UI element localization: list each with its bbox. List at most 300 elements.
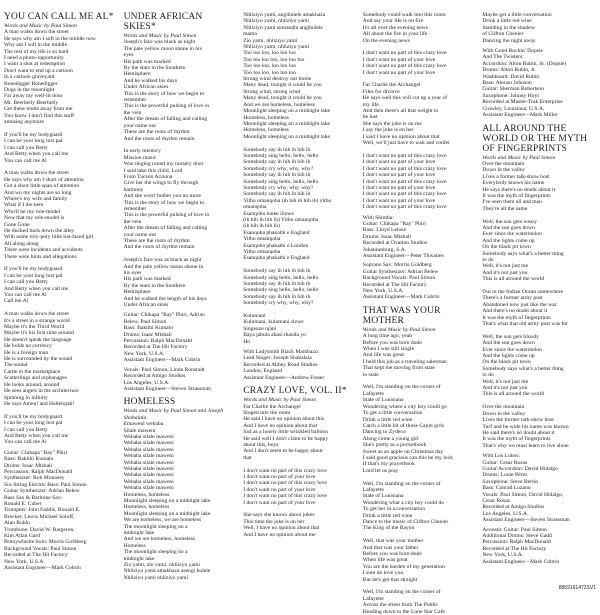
credit-line: Recorded at The Hit Factory <box>362 281 427 288</box>
credit-line: Johannesburg, S.A. <box>362 246 407 253</box>
personnel-credits <box>4 450 118 572</box>
lyric-line: to do <box>482 256 494 263</box>
lyric-line: Somebody says what's a better thing <box>482 250 564 257</box>
lyric-line: I don't want no part of this crazy love <box>243 480 327 487</box>
lyric-line: Somebody say ih hih ih hih ih <box>243 268 311 275</box>
lyric-line: Too loo loo loo, loo loo loo <box>243 56 305 63</box>
lyric-line: And there's no doubt about it <box>482 308 548 315</box>
credit-line: Belew, Paul Simon <box>123 318 167 325</box>
lyric-line: All about the fire in your life <box>362 31 428 38</box>
lyric-line: From Tucson Arizona <box>123 173 173 180</box>
lyric-line: Somebody say ih hih ih hih ih <box>243 159 311 166</box>
lyric-line: Somebody say ih hih ih hih ih <box>243 191 311 198</box>
lyric-line: And the lights come up <box>482 237 535 244</box>
credit-line: Alan Rubin <box>4 520 30 527</box>
credit-line: Washboard: David Rubin <box>482 73 540 80</box>
lyric-line: Moonlight sleeping on a midnight lake <box>243 108 331 115</box>
credit-line: Additional Drums: Steve Gadd <box>482 533 552 539</box>
lyric-line: Dance to the music of Clifton Chenier <box>362 518 449 525</box>
lyric-line: (ih hih ih hih ih) <box>243 223 280 230</box>
lyric-line: Ho <box>243 338 251 345</box>
lyric-line: Well, I have no opinion about that <box>243 525 320 532</box>
credit-line: Six-String Electric Bass: Paul Simon <box>4 481 87 488</box>
lyric-line: I said good gracious can this be my luck <box>362 454 453 461</box>
lyric-line: Get these mutts away from me <box>4 106 73 113</box>
song-title: THAT WAS YOUR MOTHER <box>362 305 441 326</box>
credit-line: Cesar Rosas <box>482 497 510 504</box>
lyric-line: That's what that old army post was for <box>482 321 569 328</box>
lyric-line: eyes <box>123 52 134 59</box>
lyric-line: Emaweni webaba <box>123 421 164 428</box>
credit-line: Percussion: Ralph MacDonald <box>4 468 73 475</box>
lyric-line: I don't want no part of your love <box>362 69 436 76</box>
lyric-line: I don't want no part of your love <box>362 172 436 179</box>
song-title: ALL AROUND THE WORLD OR THE MYTH OF FINGERPRINTS <box>482 123 588 154</box>
credit-line: Recorded at The Hit Factory <box>123 344 188 351</box>
credit-line: Guitar: Chikapa "Ray" Phiri, Adrian <box>123 312 205 319</box>
lyric-line: State of Louisiana <box>362 397 404 404</box>
lyric-line: State of Louisiana <box>362 493 404 500</box>
lyric-line: Esanqoba phakathi e England <box>243 255 310 262</box>
credit-line: Bass: Bakithi Kumalo <box>4 456 54 463</box>
credit-line: Recorded at Master-Trak Enterprise <box>482 99 563 106</box>
lyric-line: Nhliziyo yami, nhliziyo yami <box>243 18 310 25</box>
lyric-line: Joseph's face was as black as night <box>123 257 202 264</box>
credit-line: Bass: Bakithi Kumalo <box>123 325 174 332</box>
credit-line: Recorded at Amigo Studios <box>482 504 545 511</box>
lyric-line: Along come a young girl <box>362 435 419 442</box>
lyric-line: Strong wind destroy our home <box>243 76 312 83</box>
lyric-line: I don't want no part of your love <box>362 197 436 204</box>
credit-line: Drums: Louie Pérez <box>482 472 528 479</box>
lyric-line: of Clifton Chenier <box>482 31 524 38</box>
lyric-line: Nhliziyo yami somandla angibulele <box>243 24 323 31</box>
lyric-line: I can call you Betty <box>4 279 48 286</box>
lyric-line: The pale yellow moon shone in his <box>123 45 202 52</box>
lyric-line: Singenze njani <box>243 325 277 332</box>
lyric-line: And it's not just you <box>482 269 528 276</box>
lyric-line: Dancing to Zydeco <box>362 429 406 436</box>
song-block <box>363 12 477 301</box>
credit-line: Vocals: Paul Simon, David Hidalgo, <box>482 491 564 498</box>
lyric-line: Many dead, tonight it could be you <box>243 82 322 89</box>
lyric-line: I can call you Betty <box>4 426 48 433</box>
lyric-line: Well, it's not just me <box>482 378 529 385</box>
lyric-line: Webaba silale maweni <box>123 453 174 460</box>
lyric-line: Bonedigger Bonedigger <box>4 80 58 87</box>
credit-line: Assistant Engineer—Mark Miller <box>482 112 558 119</box>
lyric-line: And the pale yellow moon shone in <box>123 263 204 270</box>
lyric-line: If you'll be my bodyguard <box>4 413 63 420</box>
credit-line: Assistant Engineer—Mark Cobrin <box>362 294 440 301</box>
lyric-line: Down in the valley <box>482 410 526 417</box>
lyric-line: To get her in a conversation <box>362 506 425 513</box>
lyric-line: Cattle in the marketplace <box>4 368 61 375</box>
lyric-line: Well, I'm standing on the corner of <box>362 480 441 487</box>
lyric-line: Kulumani <box>243 313 266 320</box>
credit-line: Bass: Alonzo Johnson <box>482 80 532 87</box>
lyric-line: What if I die here <box>4 202 44 209</box>
lyric-line: Lafayette <box>362 486 384 493</box>
credit-line: Bass: Conrad Lozano <box>482 485 531 492</box>
lyric-line: Lafayette <box>362 390 384 397</box>
lyric-line: I don't want no part of this crazy love <box>362 178 447 185</box>
lyric-line: Homeless <box>123 542 146 549</box>
column-1 <box>4 12 118 600</box>
lyric-line: He sees angels in the architecture <box>4 388 79 395</box>
credit-line: Background Vocals: Paul Simon <box>4 545 77 552</box>
lyric-line: Well, that was your mother <box>362 538 424 545</box>
lyric-line: Homeless, homeless <box>123 491 170 498</box>
lyric-line: On the black pit town <box>482 244 531 251</box>
lyric-line: On the black pit town <box>482 359 531 366</box>
credit-line: Brecker, Lewis Michael Soloff, <box>4 513 75 520</box>
lyric-line: This is the powerful pulsing of love in <box>123 212 210 219</box>
lyric-line: And we are homeless, homeless <box>243 101 315 108</box>
lyric-line: Sad as a lonely little wrinkled balloon <box>243 429 329 436</box>
credit-line: Assistant Engineer—Mark Cobrin <box>4 565 81 572</box>
lyric-line: Homeless, homeless <box>123 504 170 511</box>
lyric-line: Lives a former talk-show host <box>482 173 550 180</box>
lyric-line: Webaba silale maweni <box>123 433 174 440</box>
lyrics <box>482 12 596 44</box>
lyric-line: He says why am I soft in the middle now <box>4 35 96 42</box>
credit-line: Pennywhistle Solo: Morris Goldberg <box>4 539 87 546</box>
lyric-line: Why am I soft in the middle <box>4 42 68 49</box>
lyric-line: You can call me Al <box>4 157 47 164</box>
lyric-line: Under African skies <box>123 84 169 91</box>
song-writer-credit: Words and Music by Paul Simon <box>4 23 77 29</box>
lyric-line: I don't want no part of your love <box>362 184 436 191</box>
credit-line: Assistant Engineer—Mark Cobrin <box>123 357 201 364</box>
song-block <box>124 397 238 581</box>
lyric-line: Moonlight sleeping on a midnight lake <box>123 510 211 517</box>
credit-line: New York, U.S.A. <box>123 350 165 357</box>
lyric-line: Nhliziyo yami amakhaza asengi bulele <box>123 568 211 575</box>
credit-line: Guitar Synthesizer: Adrian Belew <box>362 268 439 275</box>
lyric-line: He looks around, around <box>4 381 60 388</box>
lyric-line: And Betty when you call me <box>4 432 69 439</box>
song-writer-credit: Words and Music by Paul Simon <box>123 33 197 39</box>
lyric-line: remember <box>123 205 147 212</box>
lyric-line: A man walks down the street <box>4 170 69 177</box>
lyric-line: Webaba silale maweni <box>123 478 174 485</box>
credit-line: Guitar/Accordion: David Hidalgo <box>482 465 558 472</box>
lyric-line: Spinning in infinity <box>4 394 48 401</box>
credit-line: Bass: Lloyd Lelose <box>362 227 406 234</box>
credit-line: New York, U.S.A. <box>482 552 524 559</box>
lyric-line: Drink a little red wine <box>362 416 413 423</box>
credit-line: New York, U.S.A. <box>362 288 404 295</box>
lyric-line: The sound <box>4 362 28 369</box>
lyric-line: I can be your long lost pal <box>4 420 63 427</box>
lyric-line: The rest of my life is so hard <box>4 48 69 55</box>
credit-line: Recorded at Abbey Road Studios <box>243 361 318 368</box>
lyric-line: After the dream of falling and calling <box>123 225 208 232</box>
lyric-line: If that's my prayerbook <box>362 461 415 468</box>
lyric-line: Zio yami, zio yami, nhliziyo yami <box>123 562 200 569</box>
lyrics <box>363 333 477 615</box>
song-writer-credit: Words and Music by Paul Simon <box>362 326 436 333</box>
lyric-line: And I have no opinion about me <box>243 531 316 538</box>
lyric-line: Esanqoba lonke ilizwe <box>243 210 294 217</box>
lyric-line: Got a short little span of attention <box>4 183 80 190</box>
lyric-line: It's a street in a strange world <box>4 317 70 324</box>
lyric-line: And we are homeless, homeless <box>123 536 196 543</box>
lyric-line: Nhliziyo yami, nhliziyo yami <box>243 44 310 51</box>
credit-line: Assistant Engineer—Steven Strassman <box>123 385 211 392</box>
lyrics <box>4 29 118 445</box>
song-writer-credit: Words and Music by Paul Simon <box>243 397 316 404</box>
lyric-line: When life was great <box>362 557 408 564</box>
credit-line: Drums: Isaac Mtshali <box>123 331 172 338</box>
lyric-line: Webaba silale maweni <box>123 440 174 447</box>
lyric-line: Esanqoba phakathi e England <box>243 229 310 236</box>
lyric-line: Scatterlings and orphanages <box>4 375 67 382</box>
lyric-line: The moonlight sleeping on a <box>123 549 188 556</box>
lyric-line: It was the myth of fingerprints <box>482 192 551 199</box>
credit-line: Assistant Engineer—Mark Cobrin <box>482 558 560 565</box>
personnel-credits <box>243 349 357 381</box>
lyric-line: He doesn't speak the language <box>4 336 72 343</box>
lyric-line: Somebody could walk into this room <box>362 12 446 18</box>
lyric-line: Before you was born dude <box>362 339 422 346</box>
lyric-line: I said take this child, Lord <box>123 167 183 174</box>
lyric-line: Moonlight sleeping on a midnight lake <box>243 120 331 127</box>
lyric-line: Under African skies <box>123 302 169 309</box>
lyric-line: Somebody sing hello, hello, hello <box>243 287 319 294</box>
lyric-line: Somebody sing hello, hello, hello <box>243 152 319 159</box>
lyric-line: He is surrounded by the sound <box>4 356 73 363</box>
lyric-line: If you'll be my bodyguard <box>4 266 63 273</box>
lyric-line: I need a photo-opportunity <box>4 55 64 62</box>
song-block <box>482 12 596 119</box>
lyric-line: She says the joke is on me <box>362 120 422 127</box>
lyric-line: Homeless, homeless <box>243 114 289 121</box>
lyric-line: I can call you Betty <box>4 144 48 151</box>
credit-line: With Shimba: <box>362 214 394 221</box>
lyric-line: Everybody knows his name <box>482 180 545 187</box>
lyric-line: You know I don't find this stuff <box>4 112 74 119</box>
lyric-line: This is all around the world <box>482 391 545 398</box>
lyric-line: It was the myth of fingerprints <box>482 436 551 443</box>
lyric-line: Drink a little red wine <box>482 18 532 25</box>
lyric-line: I don't want no part of this crazy love <box>243 493 327 500</box>
lyric-line: Gone Gone <box>4 221 30 228</box>
lyric-line: I don't want no part of this crazy love <box>243 467 327 474</box>
lyric-line: Too loo loo, loo loo loo <box>243 69 296 76</box>
lyric-line: Wondering what a city boy could do <box>362 499 445 506</box>
lyric-line: And that was your father <box>362 544 419 551</box>
lyric-line: I sure do love you <box>362 570 404 577</box>
lyric-line: Call me Al <box>4 298 29 305</box>
lyric-line: Hemisphere <box>123 289 151 296</box>
credit-line: With Los Lobos: <box>482 453 521 460</box>
lyric-line: Ever since the watermelon <box>482 346 542 353</box>
lyric-line: your name out <box>123 122 156 129</box>
lyric-line: Webaba silale maweni <box>123 459 174 466</box>
credit-line: Guitar: Chikapa "Ray" Phiri <box>4 449 68 456</box>
lyric-line: In early memory <box>123 148 161 155</box>
personnel-credits <box>482 453 596 565</box>
lyric-line: And the sun goes down <box>482 340 535 347</box>
lyric-line: I can be your long lost pal <box>4 138 63 145</box>
lyric-line: Maybe get a little conversation <box>482 12 552 18</box>
lyric-line: Homeless, homeless <box>243 127 289 134</box>
lyric-line: to state <box>362 371 379 378</box>
lyric-line: It was the myth of fingerprints <box>482 314 551 321</box>
lyric-line: to do <box>482 372 494 379</box>
credit-line: Los Angeles, U.S.A. <box>123 379 170 386</box>
song-writer-credit: Words and Music by Paul Simon <box>482 154 556 161</box>
lyric-line: A man walks down the street <box>4 29 69 36</box>
lyric-line: be lost <box>362 114 378 121</box>
lyric-line: Lives the former talk-show host <box>482 417 554 424</box>
lyrics <box>124 39 238 308</box>
credit-line: Drums: Isaac Mtshali <box>362 233 411 240</box>
credit-line: New York, U.S.A. <box>4 558 45 565</box>
credit-line: Drums: Alton Rubin, Jr. <box>482 67 536 74</box>
lyric-line: And Betty when you call me <box>4 285 69 292</box>
credit-line: Guitar Synthesizer: Adrian Belew <box>4 488 80 495</box>
lyrics <box>243 404 357 539</box>
credit-line: Recorded at The Hit Factory <box>482 545 547 552</box>
lyric-line: Now that my role-model is <box>4 215 65 222</box>
lyric-line: We are homeless, we are homeless <box>123 517 202 524</box>
lyric-line: This time the joke is on her <box>243 518 305 525</box>
song-block <box>124 12 238 392</box>
lyric-line: I said I have no opinion about that <box>362 133 440 140</box>
lyric-line: midnight lake <box>123 555 155 562</box>
lyric-line: Ever since the watermelon <box>482 231 542 238</box>
lyric-line: I've seen them all and man <box>482 199 542 206</box>
lyric-line: I don't want no part of this crazy love <box>362 63 447 70</box>
lyric-line: These are the roots of rhythm <box>123 237 190 244</box>
lyric-line: And the sun goes down <box>482 224 535 231</box>
song-writer-credit: Words and Music by Paul Simon and Joseph Shabalala <box>123 408 224 421</box>
credit-line: Percussion: Ralph MacDonald <box>123 338 192 345</box>
lyric-line: Webaba silale maweni <box>123 485 174 492</box>
lyric-line: Sweet as an apple on Christmas day <box>362 448 444 455</box>
lyric-line: Down in the valley <box>482 167 526 174</box>
lyric-line: And Betty when you call me <box>4 151 69 158</box>
lyric-line: When I was still single <box>362 346 415 353</box>
lyric-line: And he walked his days <box>123 77 178 84</box>
credit-line: Recorded at Ovation Studios <box>362 240 428 247</box>
song-block <box>4 12 118 571</box>
lyric-line: There's a former army post <box>482 295 543 302</box>
lyric-line: I don't want no part of this crazy love <box>362 165 447 172</box>
lyric-line: This is the story of how we begin to <box>123 90 205 97</box>
lyric-line: She's pretty as a pocketbook <box>362 442 427 449</box>
lyric-line: Fat Charlie the Archangel <box>243 403 301 410</box>
credit-line: With Ladysmith Black Mambazo: <box>243 349 320 356</box>
credit-line: Percussion: Ralph MacDonald <box>482 539 551 546</box>
column-3 <box>243 12 357 600</box>
lyric-line: Yitho omanqoba <box>243 236 281 243</box>
lyric-line: Far away my well-lit door <box>4 93 63 100</box>
lyric-line: Somebody say ih hih ih hih ih <box>243 172 311 179</box>
song-title: UNDER AFRICAN SKIES* <box>123 12 203 32</box>
lyric-line: Over the mountain <box>482 160 525 167</box>
lyric-line: Yitho omanqoba (ih hih ih hih ih) yitho <box>243 197 332 204</box>
lyric-line: Who'll be my role-model <box>4 208 61 215</box>
lyrics <box>124 421 238 581</box>
credit-line: Vocals: Paul Simon, Linda Ronstadt <box>123 366 205 373</box>
lyric-line: Before you was born dude <box>362 551 422 557</box>
lyric-line: He holds no currency <box>4 343 52 350</box>
lyric-line: Where's my wife and family <box>4 195 68 202</box>
lyric-line: Webaba silale maweni <box>123 472 174 479</box>
lyric-line: Fat Charlie the Archangel <box>362 82 421 89</box>
lyric-line: my life <box>362 101 379 108</box>
lyric-line: Somebody say ih hih ih hih ih <box>243 281 311 288</box>
lyric-line: A long time ago, yeah <box>362 333 413 340</box>
lyric-line: about this, boys <box>243 441 279 448</box>
lyric-line: That's why we must learn to live alone <box>482 442 569 449</box>
song-block <box>243 12 357 381</box>
lyric-line: And I don't seem to be happy about <box>243 448 323 455</box>
lyric-line: Many dead, tonight it could be you <box>243 95 322 102</box>
lyric-line: And life was great <box>362 352 404 359</box>
credit-line: Accordion: Alton Rubin, Sr. (Dopsie) <box>482 60 567 67</box>
lyric-line: And he walked the length of his days <box>123 295 207 302</box>
credit-line: Lead Singer: Joseph Shabalala <box>243 355 312 362</box>
lyric-line: And I have no opinion about that <box>243 422 318 429</box>
personnel-credits <box>363 215 477 301</box>
lyric-line: And say your life is on fire <box>362 18 424 25</box>
lyric-line: Somebody sing hello, hello, hello <box>243 178 319 185</box>
lyric-line: Somebody say ih hih ih hih ih <box>243 293 311 300</box>
credit-line: Kim Allan Gard <box>4 533 41 540</box>
lyric-line: Zio yami, nhliziyo yami <box>243 37 298 44</box>
lyric-line: the vein <box>123 218 142 225</box>
column-5 <box>482 12 596 600</box>
lyric-line: Joseph's face was black as night <box>123 39 196 46</box>
lyric-line: I don't want no part of this crazy love <box>362 191 447 198</box>
lyric-line: I don't want no part of your love <box>243 499 316 506</box>
lyrics <box>363 12 477 211</box>
personnel-credits <box>124 312 238 392</box>
personnel-credits <box>482 48 596 118</box>
lyric-line: I don't want no part of your love <box>243 473 316 480</box>
lyric-line: There were incidents and accidents <box>4 247 83 254</box>
lyric-line: They're all the same <box>482 205 528 212</box>
credit-line: Drums: Isaac Mtshali <box>4 462 53 469</box>
lyric-line: Wondering where a city boy could go <box>362 403 447 410</box>
lyric-line: I don't want no part of your love <box>243 486 316 493</box>
lyric-line: In a cartoon graveyard <box>4 74 55 81</box>
credit-line: Guitar: Cesar Rosas <box>482 459 528 466</box>
lyric-line: The moonlight sleeping on a <box>123 523 188 530</box>
lyric-line: Files for divorce <box>362 88 400 95</box>
credit-line: Crowley, Louisiana, U.S.A. <box>482 105 545 112</box>
lyric-line: Well, I'm standing on the corner of <box>362 589 441 596</box>
lyric-line: A man walks down the street <box>4 311 69 318</box>
lyric-line: After the dream of falling and calling <box>123 116 208 123</box>
song-block <box>363 306 477 615</box>
lyric-line: With some roly-poly little bat-faced girl <box>4 234 94 241</box>
credit-line: Los Angeles, U.S.A. <box>482 510 529 517</box>
credit-line: Recorded at The Hit Factory <box>4 552 68 559</box>
lyric-line: I want a shot at redemption <box>4 61 66 68</box>
lyric-line: It's all over the evening news <box>362 24 428 31</box>
lyric-line: Give her the wings to fly through <box>123 180 199 187</box>
lyric-line: omanqoba <box>243 204 267 211</box>
lyric-line: All along along <box>4 240 39 247</box>
column-4 <box>362 12 477 615</box>
lyric-line: Kulumani, kulumani sizwe <box>243 319 304 326</box>
